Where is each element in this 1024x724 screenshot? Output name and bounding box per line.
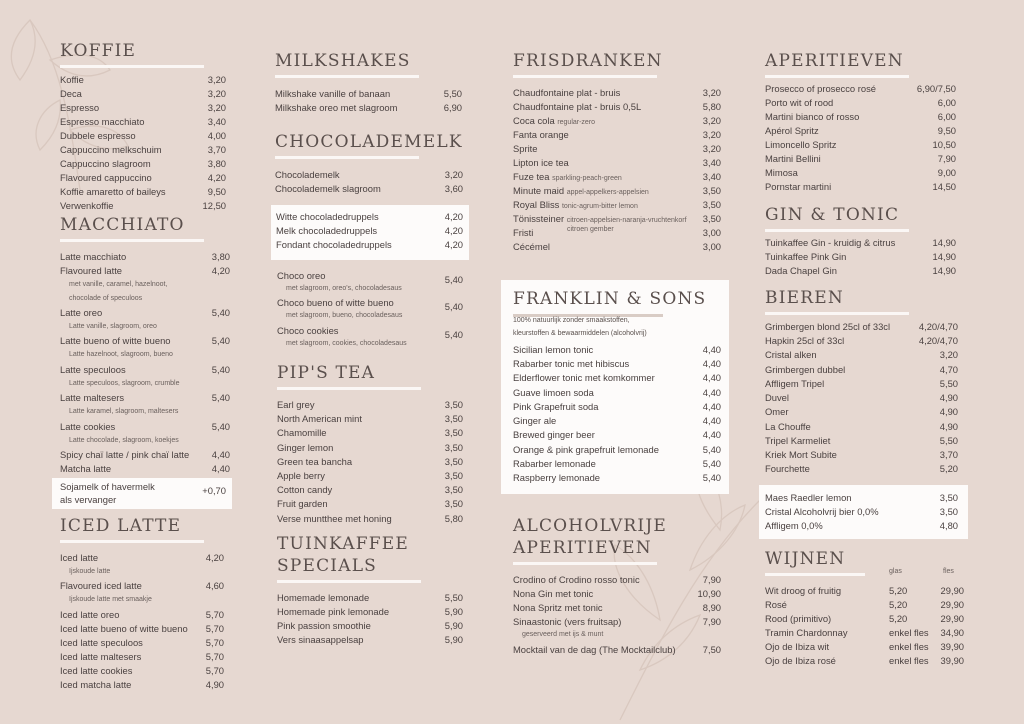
section-title: APERITIEVEN: [513, 538, 652, 558]
section-tuinkaffee-specials: TUINKAFFEE SPECIALS Homemade lemonade 5,50 Homemade pink lemonade 5,90 Pink passion smoothie 5,90 Vers sinaasappelsap 5,90: [277, 534, 463, 645]
section-chocolademelk: CHOCOLADEMELK Chocolademelk 3,20 Chocolademelk slagroom 3,60: [275, 132, 463, 194]
section-title: PIP'S TEA: [277, 363, 376, 383]
section-title: SPECIALS: [277, 556, 378, 576]
item-description: met slagroom, cookies, chocoladesaus: [286, 340, 407, 347]
section-title: FRISDRANKEN: [513, 51, 663, 71]
item-description: Latte hazelnoot, slagroom, bueno: [69, 351, 173, 358]
franklin-sons-box: FRANKLIN & SONS 100% natuurlijk zonder smaakstoffen, kleurstoffen & bewaarmiddelen (alcoholvrij) Sicilian lemon tonic 4,40 Rabarber tonic met hibiscus 4,40 Elderflower tonic met komkommer 4,40 Guave limoen soda 4,40 Pink Grapefruit soda 4,40 Ginger ale 4,40 Brewed ginger beer 4,40 Orange & pink grapefruit lemonade 5,40 Rabarber lemonade 5,40 Raspberry lemonade 5,40: [501, 280, 729, 494]
section-title: MILKSHAKES: [275, 51, 411, 71]
section-iced-latte: ICED LATTE Iced latte 4,20 Ijskoude latte Flavoured iced latte 4,60 Ijskoude latte met smaakje Iced latte oreo 5,70 Iced latte bueno of witte bueno 5,70 Iced latte speculoos 5,70 Iced latte maltesers 5,70 Iced latte cookies 5,70 Iced matcha latte 4,90: [60, 516, 224, 690]
section-macchiato: MACCHIATO Latte macchiato 3,80 Flavoured latte 4,20 met vanille, caramel, hazelnoot, chocolade of speculoos Latte oreo 5,40 Latte vanille, slagroom, oreo Latte bueno of witte bueno 5,40 Latte hazelnoot, slagroom, bueno Latte speculoos 5,40 Latte speculoos, slagroom, crumble Latte maltesers 5,40 Latte karamel, slagroom, maltesers Latte cookies 5,40 Latte chocolade, slagroom, koekjes Spicy chaï latte / pink chaï latte 4,40 Matcha latte 4,40: [60, 215, 230, 474]
section-pips-tea: PIP'S TEA Earl grey 3,50 North American mint 3,50 Chamomille 3,50 Ginger lemon 3,50 Green tea bancha 3,50 Apple berry 3,50 Cotton candy 3,50 Fruit garden 3,50 Verse muntthee met honing 5,80: [277, 363, 463, 524]
item-description: met slagroom, bueno, chocoladesaus: [286, 312, 403, 319]
item-description: Latte karamel, slagroom, maltesers: [69, 408, 179, 415]
section-title: ICED LATTE: [60, 516, 182, 536]
section-gin-tonic: GIN & TONIC Tuinkaffee Gin - kruidig & citrus 14,90 Tuinkaffee Pink Gin 14,90 Dada Chapel Gin 14,90: [765, 205, 956, 276]
choco-specials: Choco oreo 5,40 met slagroom, oreo's, chocoladesaus Choco bueno of witte bueno 5,40 met slagroom, bueno, chocoladesaus Choco cookies 5,40 met slagroom, cookies, chocoladesaus: [277, 270, 463, 347]
column-header-glas: glas: [889, 568, 902, 575]
section-title: BIEREN: [765, 288, 844, 308]
plant-milk-note: Sojamelk of havermelk als vervanger +0,70: [52, 478, 232, 509]
item-description: met vanille, caramel, hazelnoot,: [69, 281, 168, 288]
item-description: Ijskoude latte: [69, 568, 111, 575]
section-title: FRANKLIN & SONS: [513, 289, 707, 309]
item-description: geserveerd met ijs & munt: [522, 631, 604, 638]
column-header-fles: fles: [943, 568, 954, 575]
section-frisdranken: FRISDRANKEN Chaudfontaine plat - bruis 3,20 Chaudfontaine plat - bruis 0,5L 5,80 Coca cola regular-zero 3,20 Fanta orange 3,20 Sprite 3,20 Lipton ice tea 3,40 Fuze tea sparkling-peach-green 3,40 Minute maid appel-appelkers-appelsien 3,50 Royal Bliss tonic-agrum-bitter lemon 3,50 Tönissteiner citroen-appelsien-naranja-vruchtenkorf 3,50 Fristi citroen gember 3,00 Cécémel 3,00: [513, 51, 721, 252]
section-milkshakes: MILKSHAKES Milkshake vanille of banaan 5,50 Milkshake oreo met slagroom 6,90: [275, 51, 462, 113]
section-title: TUINKAFFEE: [277, 534, 409, 554]
section-title: ALCOHOLVRIJE: [513, 516, 667, 536]
section-title: GIN & TONIC: [765, 205, 900, 225]
item-description: met slagroom, oreo's, chocoladesaus: [286, 285, 402, 292]
item-description: Latte chocolade, slagroom, koekjes: [69, 437, 179, 444]
section-title: CHOCOLADEMELK: [275, 132, 463, 152]
section-title: KOFFIE: [60, 41, 137, 61]
section-koffie: KOFFIE Koffie 3,20 Deca 3,20 Espresso 3,20 Espresso macchiato 3,40 Dubbele espresso 4,00 Cappuccino melkschuim 3,70 Cappuccino slagroom 3,80 Flavoured cappuccino 4,20 Koffie amaretto of baileys 9,50 Verwenkoffie 12,50: [60, 41, 226, 211]
section-wijnen: WIJNEN glas fles Wit droog of fruitig 5,20 29,90 Rosé 5,20 29,90 Rood (primitivo) 5,20 29,90 Tramin Chardonnay enkel fles 34,90 Ojo de Ibiza wit enkel fles 39,90 Ojo de Ibiza rosé enkel fles 39,90: [765, 549, 964, 666]
choco-drops-box: Witte chocoladedruppels 4,20 Melk chocoladedruppels 4,20 Fondant chocoladedruppels 4,20: [271, 205, 469, 260]
item-description: Latte vanille, slagroom, oreo: [69, 323, 157, 330]
alcohol-free-beer-box: Maes Raedler lemon 3,50 Cristal Alcoholvrij bier 0,0% 3,50 Affligem 0,0% 4,80: [759, 485, 968, 539]
section-bieren: BIEREN Grimbergen blond 25cl of 33cl 4,20/4,70 Hapkin 25cl of 33cl 4,20/4,70 Cristal alken 3,20 Grimbergen dubbel 4,70 Affligem Tripel 5,50 Duvel 4,90 Omer 4,90 La Chouffe 4,90 Tripel Karmeliet 5,50 Kriek Mort Subite 3,70 Fourchette 5,20: [765, 288, 958, 474]
item-description: chocolade of speculoos: [69, 295, 143, 302]
section-title: WIJNEN: [765, 549, 846, 569]
section-title: MACCHIATO: [60, 215, 185, 235]
item-description: Ijskoude latte met smaakje: [69, 596, 152, 603]
section-title: APERITIEVEN: [765, 51, 904, 71]
section-alcoholvrije-aperitieven: ALCOHOLVRIJE APERITIEVEN Crodino of Crodino rosso tonic 7,90 Nona Gin met tonic 10,90 Nona Spritz met tonic 8,90 Sinaastonic (vers fruitsap) 7,90 geserveerd met ijs & munt Mocktail van de dag (The Mocktailclub) 7,50: [513, 516, 721, 655]
item-description: Latte speculoos, slagroom, crumble: [69, 380, 180, 387]
section-aperitieven: APERITIEVEN Prosecco of prosecco rosé 6,90/7,50 Porto wit of rood 6,00 Martini bianco of rosso 6,00 Apérol Spritz 9,50 Limoncello Spritz 10,50 Martini Bellini 7,90 Mimosa 9,00 Pornstar martini 14,50: [765, 51, 956, 192]
